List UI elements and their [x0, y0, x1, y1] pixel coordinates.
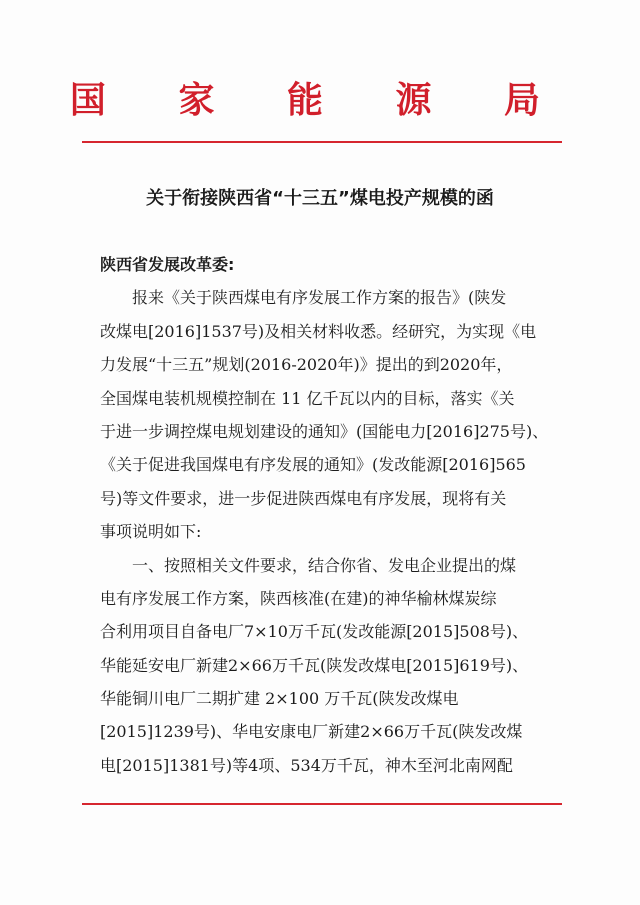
body-line-12: 华能延安电厂新建2×66万千瓦(陕发改煤电[2015]619号)、 — [100, 655, 529, 675]
body-line-5: 于进一步调控煤电规划建设的通知》(国能电力[2016]275号)、 — [100, 421, 549, 441]
letterhead-red-rule — [82, 141, 562, 143]
body-line-8: 事项说明如下: — [100, 522, 202, 542]
body-line-13: 华能铜川电厂二期扩建 2×100 万千瓦(陕发改煤电 — [100, 689, 459, 709]
footer-red-rule — [82, 803, 562, 805]
body-line-9: 一、按照相关文件要求，结合你省、发电企业提出的煤 — [132, 555, 517, 575]
agency-letterhead: 国 家 能 源 局 — [69, 79, 571, 121]
body-line-7: 号)等文件要求，进一步促进陕西煤电有序发展，现将有关 — [100, 488, 507, 508]
body-line-11: 合利用项目自备电厂7×10万千瓦(发改能源[2015]508号)、 — [100, 622, 529, 642]
body-line-10: 电有序发展工作方案，陕西核准(在建)的神华榆林煤炭综 — [100, 588, 497, 608]
body-line-15: 电[2015]1381号)等4项、534万千瓦，神木至河北南网配 — [100, 755, 513, 775]
body-line-1: 报来《关于陕西煤电有序发展工作方案的报告》(陕发 — [132, 288, 507, 308]
body-line-3: 力发展“十三五”规划(2016-2020年)》提出的到2020年， — [100, 355, 513, 375]
body-line-2: 改煤电[2016]1537号)及相关材料收悉。经研究，为实现《电 — [100, 321, 537, 341]
document-title: 关于衔接陕西省“十三五”煤电投产规模的函 — [146, 188, 494, 209]
body-line-14: [2015]1239号)、华电安康电厂新建2×66万千瓦(陕发改煤 — [100, 722, 523, 742]
addressee: 陕西省发展改革委: — [100, 255, 235, 274]
body-line-6: 《关于促进我国煤电有序发展的通知》(发改能源[2016]565 — [100, 455, 526, 475]
body-line-4: 全国煤电装机规模控制在 11 亿千瓦以内的目标，落实《关 — [100, 388, 515, 408]
document-body — [100, 248, 549, 782]
